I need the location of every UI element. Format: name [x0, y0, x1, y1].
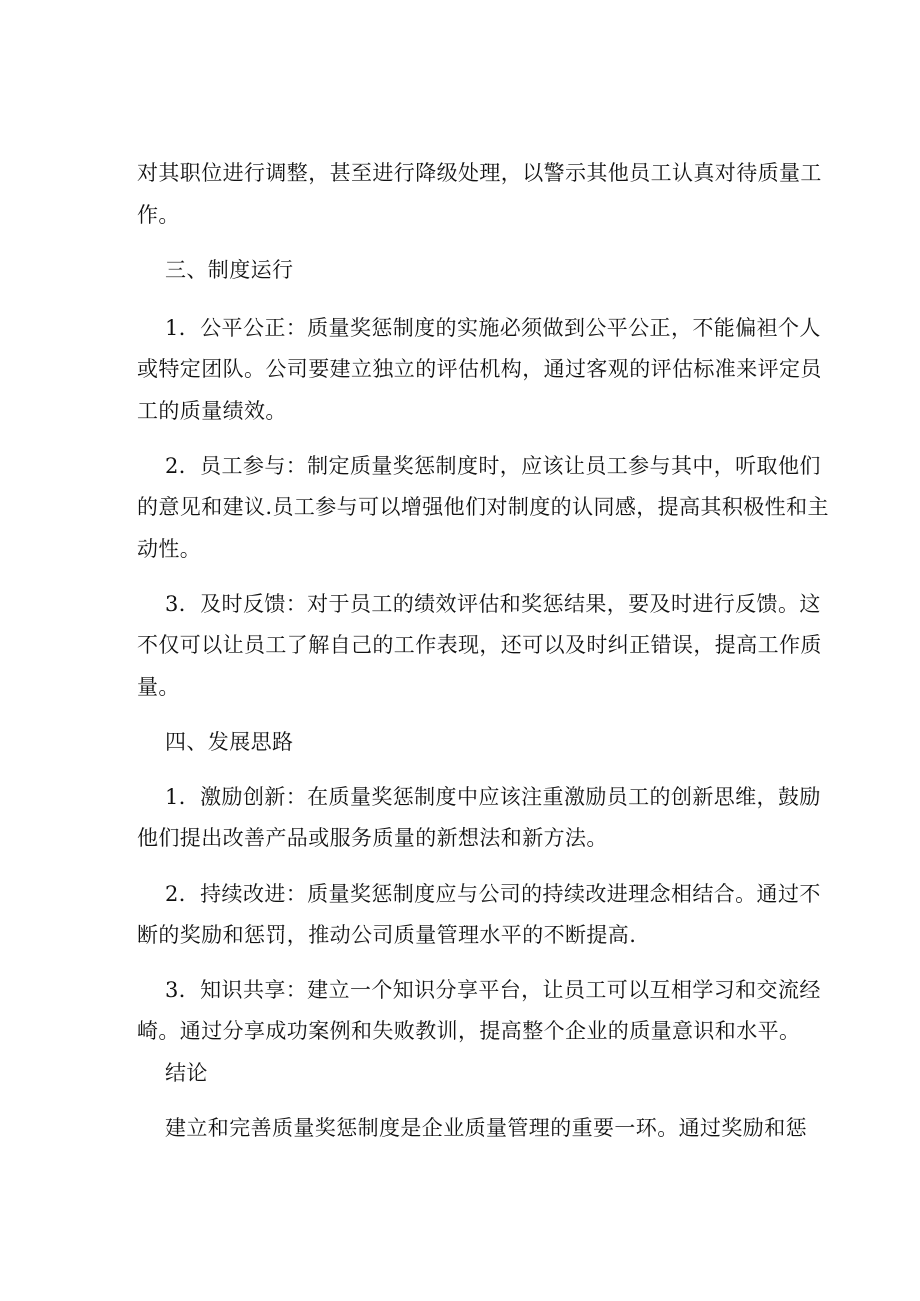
- paragraph-line: 工的质量绩效。: [137, 399, 287, 423]
- paragraph-line: 建立和完善质量奖惩制度是企业质量管理的重要一环。通过奖励和惩: [165, 1116, 807, 1140]
- paragraph-line: 量。: [137, 675, 180, 699]
- section-heading: 四、发展思路: [165, 730, 294, 754]
- paragraph-line: 动性。: [137, 537, 202, 561]
- paragraph-line: 崎。通过分享成功案例和失败教训，提高整个企业的质量意识和水平。: [137, 1019, 801, 1043]
- section-heading: 结论: [165, 1061, 208, 1085]
- paragraph-line: 对其职位进行调整，甚至进行降级处理，以警示其他员工认真对待质量工: [137, 161, 822, 185]
- paragraph-line: 断的奖励和惩罚，推动公司质量管理水平的不断提高.: [137, 923, 637, 947]
- paragraph-line: 2．持续改进：质量奖惩制度应与公司的持续改进理念相结合。通过不: [165, 882, 821, 906]
- paragraph-line: 不仅可以让员工了解自己的工作表现，还可以及时纠正错误，提高工作质: [137, 633, 822, 657]
- paragraph-line: 作。: [137, 203, 180, 227]
- paragraph-line: 的意见和建议.员工参与可以增强他们对制度的认同感，提高其积极性和主: [137, 495, 829, 519]
- paragraph-line: 1．公平公正：质量奖惩制度的实施必须做到公平公正，不能偏袒个人: [165, 316, 821, 340]
- paragraph-line: 他们提出改善产品或服务质量的新想法和新方法。: [137, 826, 608, 850]
- paragraph-line: 3．及时反馈：对于员工的绩效评估和奖惩结果，要及时进行反馈。这: [165, 592, 821, 616]
- section-heading: 三、制度运行: [165, 258, 294, 282]
- paragraph-line: 3．知识共享：建立一个知识分享平台，让员工可以互相学习和交流经: [165, 978, 821, 1002]
- paragraph-line: 2．员工参与：制定质量奖惩制度时，应该让员工参与其中，听取他们: [165, 454, 821, 478]
- paragraph-line: 1．激励创新：在质量奖惩制度中应该注重激励员工的创新思维，鼓励: [165, 785, 821, 809]
- paragraph-line: 或特定团队。公司要建立独立的评估机构，通过客观的评估标准来评定员: [137, 357, 822, 381]
